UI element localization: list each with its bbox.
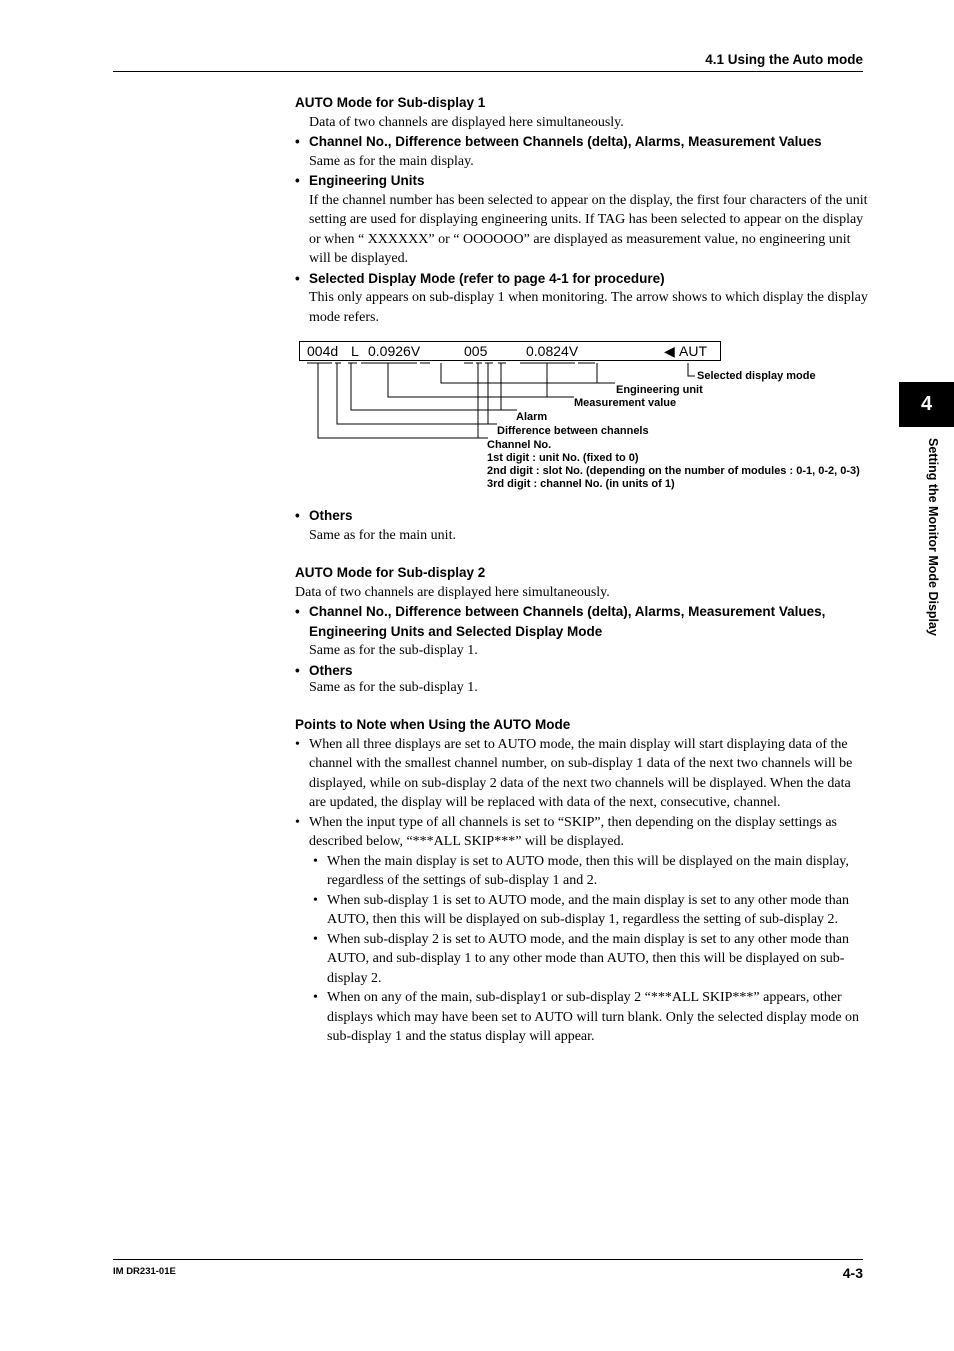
label-alarm: Alarm — [516, 411, 548, 423]
sub1-bullet-title: • Selected Display Mode (refer to page 4-1 for procedure) — [295, 270, 665, 286]
points-item: • When the input type of all channels is set to “SKIP”, then depending on the display settings as described below, “***ALL SKIP***” will be displayed. — [295, 814, 838, 849]
sub1-bullet-title: • Engineering Units — [295, 173, 425, 188]
readout-alarm: L — [351, 343, 359, 359]
label-selected-display-mode: Selected display mode — [697, 370, 816, 382]
points-subitem: • When sub-display 2 is set to AUTO mode, and the main display is set to any other mode than AUTO, and sub-display 1 to any other mode than AUTO, then this will be displayed on sub-display 2. — [313, 931, 849, 986]
points-subitem: • When sub-display 1 is set to AUTO mode, and the main display is set to any other mode than AUTO, then this will be displayed on sub-display 1, regardless the setting of sub-display 2. — [313, 892, 849, 927]
points-subitem: • When on any of the main, sub-display1 or sub-display 2 “***ALL SKIP***” appears, other displays which may have been set to AUTO will turn blank. Only the selected display mode on sub-display 1 and the status display will appear. — [313, 990, 860, 1044]
label-digit-1: 1st digit : unit No. (fixed to 0) — [487, 452, 639, 464]
sub1-bullet-title: • Channel No., Difference between Channels (delta), Alarms, Measurement Values — [295, 134, 822, 149]
readout-channel-2: 005 — [464, 343, 488, 359]
sub2-bullet-text: Same as for the sub-display 1. — [309, 680, 478, 695]
label-engineering-unit: Engineering unit — [616, 384, 703, 396]
footer-rule — [113, 1259, 863, 1260]
readout-mode: AUT — [679, 343, 707, 359]
sub2-bullet-title: • Channel No., Difference between Channels (delta), Alarms, Measurement Values, Engineering Units and Selected Display Mode — [295, 604, 826, 639]
sub1-bullet-text: This only appears on sub-display 1 when monitoring. The arrow shows to which display the display mode refers. — [309, 290, 868, 325]
sub1-intro: Data of two channels are displayed here simultaneously. — [309, 114, 624, 130]
label-difference-between-channels: Difference between channels — [497, 425, 649, 437]
sub2-bullet-title: • Others — [295, 662, 353, 678]
header-title: 4.1 Using the Auto mode — [705, 52, 863, 67]
sub2-intro: Data of two channels are displayed here simultaneously. — [295, 584, 610, 600]
sub1-bullet-text: If the channel number has been selected to appear on the display, the first four characters of the unit setting are used for displaying engineering units. If TAG has been selected to appear on the display or when “ XXXXXX” or “ OOOOOO” are displayed as measurement value, no engineering unit will be displayed. — [309, 192, 868, 266]
sub1-bullet-text: Same as for the main unit. — [309, 527, 456, 543]
sub1-bullet-title: • Others — [295, 508, 353, 523]
readout-value-1: 0.0926V — [368, 343, 421, 359]
sub2-bullet-text: Same as for the sub-display 1. — [309, 643, 478, 658]
label-channel-no: Channel No. — [487, 439, 552, 451]
readout-value-2: 0.0824V — [526, 343, 579, 359]
sub1-heading: AUTO Mode for Sub-display 1 — [295, 95, 486, 110]
sub2-heading: AUTO Mode for Sub-display 2 — [295, 565, 486, 580]
label-digit-2: 2nd digit : slot No. (depending on the number of modules : 0-1, 0-2, 0-3) — [487, 465, 860, 477]
points-item: • When all three displays are set to AUTO mode, the main display will start displaying data of the channel with the smallest channel number, on sub-display 1 data of the next two channels will be displayed, while on sub-display 2 data of the next two channels will be displayed. When the data are updated, the display will be replaced with data of the next, consecutive, channel. — [295, 736, 853, 810]
sub1-bullet-text: Same as for the main display. — [309, 153, 474, 169]
document-code: IM DR231-01E — [113, 1266, 176, 1277]
points-heading: Points to Note when Using the AUTO Mode — [295, 717, 571, 732]
page-number: 4-3 — [842, 1265, 863, 1281]
page-content — [295, 93, 870, 1047]
mode-arrow-icon: ◀ — [664, 343, 675, 359]
label-digit-3: 3rd digit : channel No. (in units of 1) — [487, 478, 675, 490]
readout-channel-1: 004d — [307, 343, 339, 359]
points-subitem: • When the main display is set to AUTO mode, then this will be displayed on the main display, regardless of the settings of sub-display 1 and 2. — [313, 853, 849, 888]
header-rule — [113, 71, 863, 72]
chapter-title: Setting the Monitor Mode Display — [926, 438, 940, 636]
display-diagram — [295, 341, 870, 506]
chapter-tab: 4 — [899, 382, 954, 427]
label-measurement-value: Measurement value — [574, 397, 677, 409]
